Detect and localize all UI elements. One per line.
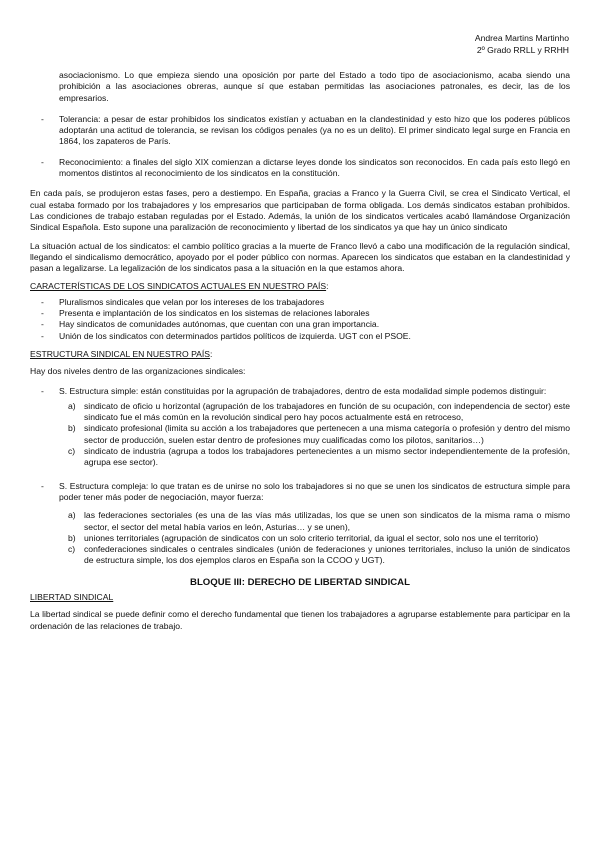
- structure-simple: [30, 386, 570, 397]
- block-title: BLOQUE III: DERECHO DE LIBERTAD SINDICAL: [190, 576, 410, 588]
- list-item: c) sindicato de industria (agrupa a todos los trabajadores pertenecientes a un mismo sector independientemente de la profesión, agrupa ese sector).: [68, 446, 570, 468]
- list-item: b) uniones territoriales (agrupación de sindicatos con un solo criterio territorial, da igual el sector, solo nos une el territorio): [68, 532, 539, 543]
- characteristics-list: [30, 297, 570, 342]
- structure-colon: :: [210, 348, 213, 359]
- list-item: - Pluralismos sindicales que velan por los intereses de los trabajadores: [41, 296, 325, 307]
- list-item: - Hay sindicatos de comunidades autónomas, que cuentan con una gran importancia.: [41, 319, 380, 330]
- structure-simple-text: S. Estructura simple: están constituidas por la agrupación de trabajadores, dentro de esta modalidad simple podemos distinguir:: [59, 385, 547, 396]
- list-item: a) sindicato de oficio u horizontal (agrupación de los trabajadores en función de su ocupación, con independencia de sector) este sindicato fue el más común en la revolución sindical pero hay pocos actualmente está en retroceso,: [68, 400, 570, 423]
- structure-simple-list: [30, 401, 570, 469]
- list-item: b) sindicato profesional (limita su acción a los trabajadores que pertenecen a una misma categoría o profesión y dentro del mismo sector de producción, suelen estar dentro de profesiones muy cualificadas como los pilotos, sanitarios…): [68, 423, 570, 445]
- dash-bullet: -: [41, 308, 44, 319]
- structure-complex: [30, 481, 570, 504]
- block-text: La libertad sindical se puede definir como el derecho fundamental que tienen los trabajadores a agruparse establemente para participar en la ordenación de las relaciones de trabajo.: [30, 609, 570, 631]
- list-item: a) las federaciones sectoriales (es una de las vías más utilizadas, los que se unen son sindicatos de la misma rama o mismo sector, el sector del metal había varios en león, Asturias… y se unen),: [68, 510, 570, 532]
- list-item: - Presenta e implantación de los sindicatos en los sistemas de relaciones laborales: [41, 308, 370, 319]
- dash-bullet: -: [41, 156, 44, 167]
- dash-bullet: -: [41, 330, 44, 341]
- structure-complex-text: S. Estructura compleja: lo que tratan es de unirse no solo los trabajadores si no que se unen los sindicatos de estructura simple para poder tener más poder de negociación, mayor fuerza:: [59, 480, 570, 502]
- phase-reconocimiento: [30, 157, 570, 180]
- structure-complex-list: [30, 510, 570, 566]
- document-body: [30, 70, 570, 639]
- page-header: [475, 33, 569, 56]
- block-subtitle: LIBERTAD SINDICAL: [30, 591, 114, 602]
- structure-intro: Hay dos niveles dentro de las organizaciones sindicales:: [30, 366, 246, 377]
- phase-tolerancia: [30, 114, 570, 148]
- dash-bullet: -: [41, 319, 44, 330]
- characteristics-title: CARACTERÍSTICAS DE LOS SINDICATOS ACTUALES EN NUESTRO PAÍS: [30, 281, 327, 292]
- dash-bullet: -: [41, 480, 44, 491]
- list-item: - Unión de los sindicatos con determinados partidos políticos de izquierda. UGT con el PSOE.: [41, 330, 411, 341]
- dash-bullet: -: [41, 296, 44, 307]
- paragraph-current-situation: La situación actual de los sindicatos: el cambio político gracias a la muerte de Franco llevó a cabo una modificación de la regulación sindical, llegando el sindicalismo democrático, apoyado por el poder público con normas. Aparecen los sindicatos que estaban en la clandestinidad y pasan a legalizarse. La legalización de los sindicatos pasa a la situación en la que estamos ahora.: [30, 240, 570, 274]
- list-item: c) confederaciones sindicales o centrales sindicales (unión de federaciones y uniones territoriales, incluso la unión de sindicatos de estructura simple, los dos ejemplos claros en España son la CCOO y UGT).: [68, 544, 570, 566]
- structure-title: ESTRUCTURA SINDICAL EN NUESTRO PAÍS: [30, 348, 211, 359]
- intro-continuation: asociacionismo. Lo que empieza siendo una oposición por parte del Estado a todo tipo de asociacionismo, acaba siendo una prohibición a las asociaciones obreras, aunque sí que estaban permitidas las asociaciones patronales, es decir, las de los empresarios.: [59, 70, 570, 103]
- phase-text: Reconocimiento: a finales del siglo XIX comienzan a dictarse leyes donde los sindicatos son reconocidos. En cada país esto llegó en momentos distintos al reconocimiento de los sindicatos en la constitución.: [59, 156, 570, 179]
- course-name: 2º Grado RRLL y RRHH: [476, 44, 569, 55]
- phase-text: Tolerancia: a pesar de estar prohibidos los sindicatos existían y actuaban en la clandestinidad y esto hizo que los poderes públicos adoptarán una actitud de tolerancia, se revisan los códigos penales (ya no es un delito). El primer sindicato legal surge en Francia en 1864, los zapateros de París.: [59, 113, 570, 147]
- dash-bullet: -: [41, 113, 44, 124]
- dash-bullet: -: [41, 385, 44, 396]
- characteristics-colon: :: [326, 281, 329, 292]
- characteristics-heading: [30, 281, 570, 292]
- structure-heading: [30, 349, 570, 360]
- paragraph-spain: En cada país, se produjeron estas fases, pero a destiempo. En España, gracias a Franco y la Guerra Civil, se crea el Sindicato Vertical, el cual estaba formado por los trabajadores y los empresarios que participaban de forma obligada. Los demás sindicatos estaban prohibidos. Las condiciones de trabajo estaban reguladas por el Estado. Además, la unión de los sindicatos verticales acabó llamándose Organización Sindical Española. Esto supone una paralización de reconocimiento y libertad de los sindicatos ya que hay un único sindicato: [30, 188, 570, 233]
- author-name: Andrea Martins Martinho: [474, 33, 569, 43]
